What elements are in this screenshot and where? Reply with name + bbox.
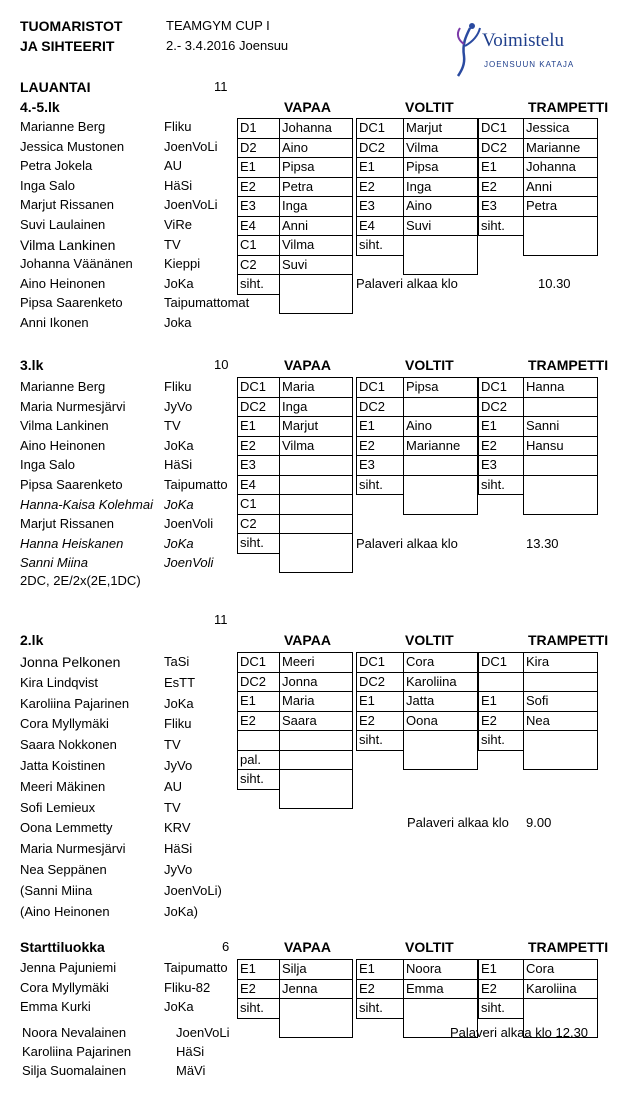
s2-voltit-code: E3 [359, 457, 375, 472]
s3-vapaa-judge: Maria [282, 693, 315, 708]
s3-person-name: (Sanni Miina [20, 882, 93, 898]
s4-extra-club: JoenVoLi [176, 1025, 230, 1040]
s1-count: 11 [214, 79, 228, 94]
s1-voltit-code: E2 [359, 178, 375, 194]
s1-meeting-time: 10.30 [538, 276, 571, 291]
s3-voltit-code: E1 [359, 693, 375, 708]
s3-person-name: Nea Seppänen [20, 862, 107, 877]
s3-person-name: Saara Nokkonen [20, 737, 117, 753]
s4-person-club: Fliku-82 [164, 979, 211, 995]
s1-vapaa-judge: Aino [282, 139, 309, 155]
s1-vapaa-judge: Johanna [282, 120, 332, 135]
s3-voltit-judge: Cora [406, 654, 435, 669]
s1-vapaa-judge: Anni [282, 217, 309, 233]
s2-person-club: Taipumatto [164, 477, 228, 492]
s3-header-vapaa: VAPAA [284, 632, 331, 648]
event-date-place: 2.- 3.4.2016 Joensuu [166, 38, 289, 53]
s1-trampetti-judge: Marianne [526, 139, 581, 155]
s1-person-name: Jessica Mustonen [20, 138, 125, 154]
s2-person-name: Marianne Berg [20, 379, 106, 394]
s3-voltit-code: E2 [359, 712, 375, 728]
s4-header-trampetti: TRAMPETTI [528, 939, 609, 955]
s2-vapaa-code: siht. [240, 535, 264, 550]
s2-vapaa-code: E3 [240, 457, 256, 472]
s2-person-club: JoenVoli [164, 555, 214, 571]
s2-trampetti-judge: Sanni [526, 418, 560, 433]
s4-voltit-judge: Emma [406, 980, 444, 996]
s2-trampetti-code: siht. [481, 476, 505, 492]
logo-subtext: JOENSUUN KATAJA [484, 60, 575, 69]
s2-person-name: Marjut Rissanen [20, 516, 114, 532]
s2-vapaa-code: E4 [240, 476, 256, 492]
event-name: TEAMGYM CUP I [166, 18, 270, 33]
s2-voltit-code: E1 [359, 418, 375, 433]
s1-person-name: Suvi Laulainen [20, 217, 106, 232]
s1-voltit-judge: Pipsa [406, 159, 439, 174]
s3-voltit-code: DC1 [359, 654, 386, 669]
s3-trampetti-code: DC1 [481, 654, 508, 669]
s3-person-name: Jonna Pelkonen [20, 654, 121, 670]
s2-title: 3.lk [20, 357, 44, 373]
s2-person-club: Fliku [164, 379, 192, 394]
s2-person-club: HäSi [164, 457, 193, 473]
s1-person-club: TV [164, 236, 181, 252]
s4-count: 6 [222, 939, 230, 954]
s2-trampetti-code: DC1 [481, 379, 508, 394]
s2-vapaa-code: C2 [240, 515, 257, 531]
s1-vapaa-code: D1 [240, 120, 257, 135]
s1-vapaa-code: E3 [240, 198, 256, 213]
s3-person-name: Kira Lindqvist [20, 674, 99, 690]
s3-trampetti-code-cell [478, 672, 524, 693]
s1-trampetti-value-cell [523, 216, 598, 256]
s2-voltit-judge: Aino [406, 418, 433, 433]
s4-extra-name: Karoliina Pajarinen [22, 1044, 132, 1059]
s4-vapaa-code: E2 [240, 980, 256, 996]
s1-person-club: HäSi [164, 177, 193, 193]
s1-vapaa-code: E2 [240, 178, 256, 194]
s3-voltit-judge: Oona [406, 712, 438, 728]
s1-trampetti-judge: Petra [526, 198, 558, 213]
s1-vapaa-judge: Petra [282, 178, 314, 194]
s1-voltit-value-cell [403, 235, 478, 275]
s3-trampetti-judge: Sofi [526, 693, 549, 708]
s1-trampetti-judge: Anni [526, 178, 553, 194]
s1-vapaa-judge: Vilma [282, 237, 315, 252]
s3-trampetti-value-cell [523, 672, 598, 693]
s3-person-name: Meeri Mäkinen [20, 778, 106, 794]
s2-person-club: JyVo [164, 398, 193, 414]
s4-trampetti-judge: Cora [526, 961, 555, 976]
s2-trampetti-value-cell [523, 475, 598, 515]
s3-person-club: EsTT [164, 674, 196, 690]
s3-person-name: Maria Nurmesjärvi [20, 841, 126, 857]
s2-meeting-time: 13.30 [526, 536, 559, 551]
s1-vapaa-code: D2 [240, 139, 257, 155]
s4-extra-club: HäSi [176, 1044, 205, 1059]
s4-header-voltit: VOLTIT [405, 939, 454, 955]
s2-voltit-value-cell [403, 475, 478, 515]
s1-person-name: Aino Heinonen [20, 275, 106, 291]
s4-trampetti-code: E1 [481, 961, 497, 976]
s1-vapaa-judge: Pipsa [282, 159, 315, 174]
s4-voltit-code: E2 [359, 980, 375, 996]
s2-voltit-value-cell [403, 397, 478, 418]
s3-person-club: KRV [164, 820, 191, 836]
s1-header-trampetti: TRAMPETTI [528, 99, 609, 115]
s2-count: 10 [214, 357, 229, 372]
s1-person-name: Marjut Rissanen [20, 197, 114, 213]
s1-person-name: Anni Ikonen [20, 315, 89, 330]
s3-header-trampetti: TRAMPETTI [528, 632, 609, 648]
s3-vapaa-code: pal. [240, 751, 261, 767]
s2-vapaa-code: C1 [240, 496, 257, 511]
s2-person-name: Sanni Miina [20, 555, 88, 571]
s1-trampetti-code: DC1 [481, 120, 508, 135]
s2-voltit-judge: Marianne [406, 437, 461, 453]
s2-vapaa-code: E1 [240, 418, 256, 433]
s3-person-club: TaSi [164, 654, 190, 669]
s2-vapaa-value-cell [279, 533, 353, 573]
s2-vapaa-judge: Inga [282, 398, 308, 414]
s3-person-name: Oona Lemmetty [20, 820, 113, 836]
s1-voltit-code: E4 [359, 217, 375, 233]
s3-person-name: Karoliina Pajarinen [20, 695, 130, 711]
s4-header-vapaa: VAPAA [284, 939, 331, 955]
s3-trampetti-value-cell [523, 730, 598, 770]
s1-header-vapaa: VAPAA [284, 99, 331, 115]
s1-person-club: Kieppi [164, 256, 201, 272]
s2-vapaa-judge: Vilma [282, 437, 315, 453]
s3-meeting-time: 9.00 [526, 815, 552, 830]
s1-person-club: AU [164, 158, 183, 174]
s1-meeting-label: Palaveri alkaa klo [356, 276, 458, 291]
logo-text: Voimistelu [482, 30, 564, 51]
s2-trampetti-judge: Hanna [526, 379, 565, 394]
s3-voltit-code: DC2 [359, 673, 386, 689]
s2-person-name: Hanna-Kaisa Kolehmai [20, 496, 153, 512]
s2-person-club: JoKa [164, 535, 194, 551]
s4-person-name: Cora Myllymäki [20, 979, 109, 995]
s2-header-trampetti: TRAMPETTI [528, 357, 609, 373]
s1-person-club: JoenVoLi [164, 197, 218, 213]
s1-person-name: Pipsa Saarenketo [20, 295, 123, 311]
s1-voltit-code: DC1 [359, 120, 386, 135]
s2-person-name: Aino Heinonen [20, 437, 106, 453]
s4-extra-club: MäVi [176, 1063, 206, 1078]
s1-vapaa-value-cell [279, 274, 353, 314]
s3-count: 11 [214, 612, 228, 627]
s1-person-club: ViRe [164, 217, 192, 232]
s3-vapaa-code: DC1 [240, 654, 267, 669]
s3-trampetti-judge: Nea [526, 712, 550, 728]
s2-trampetti-value-cell [523, 397, 598, 418]
s1-person-name: Petra Jokela [20, 158, 93, 174]
s1-trampetti-judge: Jessica [526, 120, 570, 135]
s1-vapaa-code: C2 [240, 256, 257, 272]
s1-person-club: Joka [164, 315, 192, 330]
s2-voltit-code: siht. [359, 476, 383, 492]
day-label: LAUANTAI [20, 79, 91, 95]
s3-meeting-label: Palaveri alkaa klo [407, 815, 509, 830]
s4-title: Starttiluokka [20, 939, 105, 955]
s4-person-club: JoKa [164, 999, 194, 1015]
s2-meeting-label: Palaveri alkaa klo [356, 536, 458, 551]
s2-vapaa-code: DC2 [240, 398, 267, 414]
s1-trampetti-judge: Johanna [526, 159, 576, 174]
s1-person-club: Fliku [164, 119, 192, 134]
s3-person-club: JoKa [164, 695, 194, 711]
s2-trampetti-value-cell [523, 455, 598, 476]
s2-voltit-code: E2 [359, 437, 375, 453]
s3-trampetti-judge: Kira [526, 654, 550, 669]
s1-voltit-code: E3 [359, 198, 375, 213]
s2-voltit-code: DC2 [359, 398, 386, 414]
s2-vapaa-value-cell [279, 475, 353, 496]
s3-person-club: TV [164, 737, 181, 753]
s2-person-club: JoKa [164, 437, 194, 453]
s4-trampetti-code: siht. [481, 1000, 505, 1015]
s3-vapaa-code: DC2 [240, 673, 267, 689]
s2-person-club: JoKa [164, 496, 194, 512]
s1-title: 4.-5.lk [20, 99, 60, 115]
s4-person-name: Emma Kurki [20, 999, 91, 1015]
s4-vapaa-code: E1 [240, 961, 256, 976]
s4-vapaa-code: siht. [240, 1000, 264, 1015]
s4-trampetti-judge: Karoliina [526, 980, 577, 996]
s3-vapaa-judge: Jonna [282, 673, 318, 689]
s2-voltit-code: DC1 [359, 379, 386, 394]
s4-person-club: Taipumatto [164, 960, 228, 975]
gymnast-icon [452, 22, 484, 78]
s3-trampetti-code: siht. [481, 732, 505, 747]
s3-title: 2.lk [20, 632, 44, 648]
s4-vapaa-judge: Jenna [282, 980, 318, 996]
s2-vapaa-value-cell [279, 494, 353, 515]
s1-person-name: Marianne Berg [20, 119, 106, 134]
s2-person-name: Hanna Heiskanen [20, 535, 124, 551]
s3-person-name: Sofi Lemieux [20, 799, 96, 815]
s1-person-club: Taipumattomat [164, 295, 250, 311]
s2-vapaa-code: E2 [240, 437, 256, 453]
s3-person-name: Jatta Koistinen [20, 758, 106, 773]
s3-vapaa-code: E2 [240, 712, 256, 728]
s3-person-club: JoKa) [164, 903, 198, 919]
s3-vapaa-code: E1 [240, 693, 256, 708]
s2-trampetti-code: E3 [481, 457, 497, 472]
s3-trampetti-code: E1 [481, 693, 497, 708]
s1-vapaa-code: E4 [240, 217, 256, 233]
s2-header-voltit: VOLTIT [405, 357, 454, 373]
s3-trampetti-code: E2 [481, 712, 497, 728]
s3-person-club: TV [164, 799, 181, 815]
s1-vapaa-code: C1 [240, 237, 257, 252]
s1-voltit-code: DC2 [359, 139, 386, 155]
s2-trampetti-code: E2 [481, 437, 497, 453]
s4-voltit-code: E1 [359, 961, 375, 976]
s3-person-club: JoenVoLi) [164, 882, 222, 898]
s4-extra-name: Silja Suomalainen [22, 1063, 127, 1078]
s3-voltit-judge: Karoliina [406, 673, 457, 689]
s2-voltit-judge: Pipsa [406, 379, 439, 394]
s4-trampetti-code: E2 [481, 980, 497, 996]
s3-person-club: JyVo [164, 758, 193, 773]
s2-vapaa-judge: Marjut [282, 418, 319, 433]
s1-person-name: Vilma Lankinen [20, 236, 116, 253]
s4-voltit-judge: Noora [406, 961, 442, 976]
s3-vapaa-code: siht. [240, 771, 264, 786]
s3-person-club: JyVo [164, 862, 193, 877]
s2-vapaa-judge: Maria [282, 379, 315, 394]
s2-person-club: JoenVoli [164, 516, 214, 532]
s3-voltit-value-cell [403, 730, 478, 770]
s1-vapaa-code: E1 [240, 159, 256, 174]
voimistelu-logo [452, 22, 612, 78]
s1-person-name: Inga Salo [20, 177, 75, 193]
s2-vapaa-value-cell [279, 514, 353, 535]
s3-person-club: HäSi [164, 841, 193, 857]
s1-vapaa-judge: Suvi [282, 256, 308, 272]
s1-vapaa-judge: Inga [282, 198, 308, 213]
s3-person-club: AU [164, 778, 183, 794]
s2-note: 2DC, 2E/2x(2E,1DC) [20, 573, 141, 588]
s2-trampetti-code: E1 [481, 418, 497, 433]
s4-vapaa-value-cell [279, 998, 353, 1038]
s3-vapaa-value-cell [279, 769, 353, 809]
s4-person-name: Jenna Pajuniemi [20, 960, 117, 975]
s3-vapaa-value-cell [279, 750, 353, 771]
s2-person-name: Maria Nurmesjärvi [20, 398, 126, 414]
s1-voltit-judge: Inga [406, 178, 432, 194]
s1-person-name: Johanna Väänänen [20, 256, 133, 272]
s1-voltit-code: siht. [359, 237, 383, 252]
s3-vapaa-code-cell [237, 730, 280, 751]
s2-vapaa-value-cell [279, 455, 353, 476]
s2-voltit-value-cell [403, 455, 478, 476]
s2-person-club: TV [164, 418, 181, 434]
s1-trampetti-code: E3 [481, 198, 497, 213]
s2-header-vapaa: VAPAA [284, 357, 331, 373]
s2-person-name: Inga Salo [20, 457, 75, 473]
s1-voltit-judge: Aino [406, 198, 433, 213]
s4-vapaa-judge: Silja [282, 961, 307, 976]
s2-vapaa-code: DC1 [240, 379, 267, 394]
s1-voltit-judge: Marjut [406, 120, 443, 135]
s1-trampetti-code: siht. [481, 217, 505, 233]
s2-person-name: Vilma Lankinen [20, 418, 109, 434]
s1-trampetti-code: E1 [481, 159, 497, 174]
s4-meeting-label: Palaveri alkaa klo 12.30 [450, 1025, 589, 1040]
s1-vapaa-code: siht. [240, 276, 264, 291]
s3-vapaa-judge: Meeri [282, 654, 315, 669]
s3-person-club: Fliku [164, 716, 192, 732]
s1-voltit-judge: Vilma [406, 139, 439, 155]
s3-header-voltit: VOLTIT [405, 632, 454, 648]
s1-voltit-judge: Suvi [406, 217, 432, 233]
s3-voltit-judge: Jatta [406, 693, 435, 708]
s3-vapaa-judge: Saara [282, 712, 317, 728]
s1-trampetti-code: E2 [481, 178, 497, 194]
s1-voltit-code: E1 [359, 159, 375, 174]
s3-vapaa-value-cell [279, 730, 353, 751]
s2-trampetti-code: DC2 [481, 398, 508, 414]
s3-voltit-code: siht. [359, 732, 383, 747]
s4-voltit-code: siht. [359, 1000, 383, 1015]
s2-trampetti-judge: Hansu [526, 437, 564, 453]
s1-person-club: JoKa [164, 275, 194, 291]
s1-person-club: JoenVoLi [164, 138, 218, 154]
title-line-1: TUOMARISTOT [20, 18, 123, 34]
s4-extra-name: Noora Nevalainen [22, 1025, 127, 1040]
s2-person-name: Pipsa Saarenketo [20, 477, 123, 492]
s1-header-voltit: VOLTIT [405, 99, 454, 115]
s3-person-name: Cora Myllymäki [20, 716, 109, 732]
s3-person-name: (Aino Heinonen [20, 903, 110, 919]
title-line-2: JA SIHTEERIT [20, 38, 115, 54]
s1-trampetti-code: DC2 [481, 139, 508, 155]
